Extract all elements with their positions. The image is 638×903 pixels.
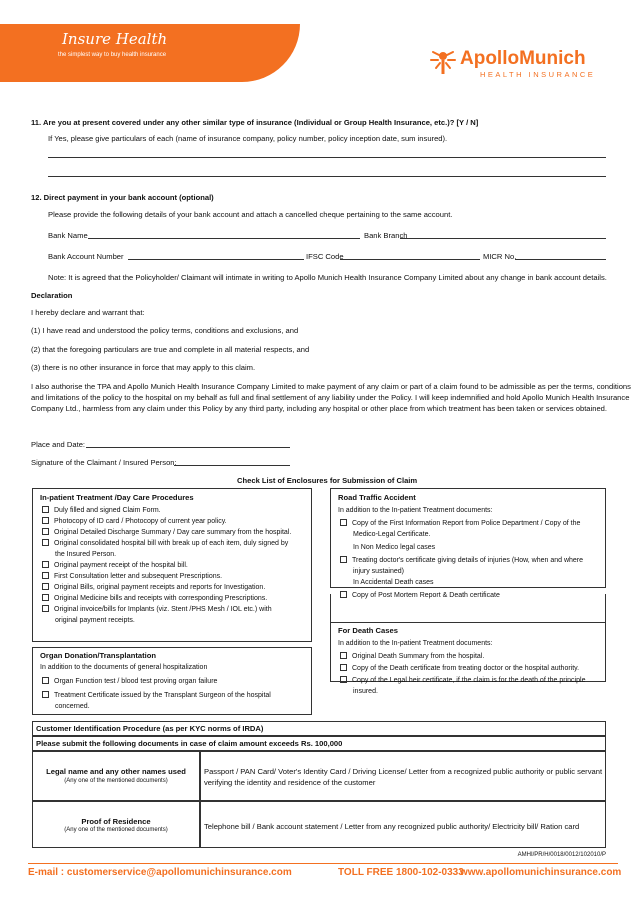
declaration-heading: Declaration	[31, 291, 73, 300]
kyc-row1-sub: (Any one of the mentioned documents)	[64, 778, 168, 784]
declaration-intro: I hereby declare and warrant that:	[31, 308, 145, 317]
checklist-item-continued: injury sustained)	[353, 568, 404, 575]
question-12-instruction: Please provide the following details of your bank account and attach a cancelled cheque pertaining to the same account.	[48, 210, 453, 219]
checklist-item: First Consultation letter and subsequent Prescriptions.	[54, 573, 223, 580]
checkbox[interactable]	[42, 539, 49, 546]
road-subheading: In Non Medico legal cases	[353, 544, 436, 551]
footer-tollfree: TOLL FREE 1800-102-0333	[338, 867, 464, 878]
ifsc-label: IFSC Code	[306, 252, 344, 261]
kyc-row2-label: Proof of Residence	[81, 817, 151, 826]
checklist-item: Original consolidated hospital bill with break up of each item, duly signed by	[54, 540, 289, 547]
place-date-field[interactable]	[86, 447, 290, 448]
logo-subtitle: HEALTH INSURANCE	[480, 70, 596, 79]
organ-title: Organ Donation/Transplantation	[40, 651, 157, 660]
question-11: 11. Are you at present covered under any other similar type of insurance (Individual or Group Health Insurance, etc.)? [Y / N]	[31, 118, 479, 127]
checklist-item-continued: insured.	[353, 688, 378, 695]
checklist-item: Photocopy of ID card / Photocopy of current year policy.	[54, 518, 227, 525]
place-date-label: Place and Date:	[31, 440, 86, 449]
checkbox[interactable]	[42, 594, 49, 601]
page-header	[0, 0, 638, 96]
kyc-row1-value: verifying the identity and residence of the customer	[204, 778, 376, 787]
checkbox[interactable]	[340, 519, 347, 526]
checklist-item-continued: the Insured Person.	[55, 551, 117, 558]
account-number-field[interactable]	[128, 259, 304, 260]
kyc-subtitle: Please submit the following documents in case of claim amount exceeds Rs. 100,000	[36, 739, 343, 748]
checklist-item-continued: original payment receipts.	[55, 617, 135, 624]
bank-branch-field[interactable]	[400, 238, 606, 239]
question-12: 12. Direct payment in your bank account (optional)	[31, 193, 214, 202]
road-subheading: In Accidental Death cases	[353, 579, 434, 586]
checklist-item: Treatment Certificate issued by the Transplant Surgeon of the hospital	[54, 692, 271, 699]
checklist-item: Original Medicine bills and receipts with corresponding Prescriptions.	[54, 595, 268, 602]
checklist-item: Treating doctor's certificate giving details of injuries (How, when and where	[352, 557, 584, 564]
checkbox[interactable]	[42, 517, 49, 524]
authorise-line: I also authorise the TPA and Apollo Munich Health Insurance Company Limited to make payment of any claim or part of a claim found to be admissible as per the terms, conditions	[31, 382, 631, 391]
signature-field[interactable]	[174, 465, 290, 466]
signature-label: Signature of the Claimant / Insured Person:	[31, 458, 177, 467]
brand-name: Insure Health	[62, 30, 168, 48]
checkbox[interactable]	[42, 677, 49, 684]
kyc-row1-value-cell	[200, 751, 606, 801]
checkbox[interactable]	[340, 556, 347, 563]
kyc-title: Customer Identification Procedure (as per KYC norms of IRDA)	[36, 724, 264, 733]
q11-answer-line-2[interactable]	[48, 176, 606, 177]
checkbox[interactable]	[340, 652, 347, 659]
footer-email[interactable]: E-mail : customerservice@apollomunichinsurance.com	[28, 867, 292, 878]
bank-branch-label: Bank Branch	[364, 231, 408, 240]
checkbox[interactable]	[42, 691, 49, 698]
organ-intro: In addition to the documents of general hospitalization	[40, 664, 208, 671]
checklist-title: Check List of Enclosures for Submission of Claim	[237, 476, 418, 485]
checklist-item: Copy of the Death certificate from treating doctor or the hospital authority.	[352, 665, 580, 672]
checkbox[interactable]	[42, 583, 49, 590]
kyc-row2-value: Telephone bill / Bank account statement / Letter from any recognized public authority/ Electricity bill/ Ration card	[204, 822, 580, 831]
inpatient-title: In-patient Treatment /Day Care Procedures	[40, 493, 194, 502]
footer-website[interactable]: www.apollomunichinsurance.com	[460, 867, 622, 878]
brand-tagline: the simplest way to buy health insurance	[58, 52, 167, 58]
checkbox[interactable]	[42, 506, 49, 513]
checkbox[interactable]	[42, 605, 49, 612]
road-title: Road Traffic Accident	[338, 493, 416, 502]
kyc-row1-label: Legal name and any other names used	[46, 767, 186, 776]
checklist-item: Original payment receipt of the hospital bill.	[54, 562, 188, 569]
logo-name: ApolloMunich	[460, 48, 586, 69]
checklist-item: Original Detailed Discharge Summary / Day care summary from the hospital.	[54, 529, 292, 536]
checkbox[interactable]	[42, 572, 49, 579]
checklist-item: Organ Function test / blood test proving organ failure	[54, 678, 218, 685]
death-title: For Death Cases	[338, 626, 398, 635]
form-code: AMHI/PR/H/0018/0012/102010/P	[517, 852, 606, 858]
checkbox[interactable]	[340, 664, 347, 671]
declaration-item: (2) that the foregoing particulars are true and complete in all material respects, and	[31, 345, 310, 354]
checklist-item-continued: concerned.	[55, 703, 90, 710]
page-footer	[28, 863, 622, 881]
account-number-label: Bank Account Number	[48, 252, 124, 261]
ifsc-field[interactable]	[340, 259, 480, 260]
bank-name-label: Bank Name	[48, 231, 88, 240]
micr-label: MICR No.	[483, 252, 517, 261]
sun-icon	[428, 46, 458, 76]
checklist-item: Original Bills, original payment receipts and reports for Investigation.	[54, 584, 266, 591]
checkbox[interactable]	[340, 676, 347, 683]
authorise-line: Company Ltd., harmless from any claim under this Policy by any third party, including any hospital or other place from which treatment has been taken or services obtained.	[31, 404, 608, 413]
authorise-line: and limitations of the policy to the hospital on my behalf as full and final settlement of any liability under the Policy. I will keep indemnified and hold Apollo Munich Health Insurance	[31, 393, 630, 402]
kyc-row2-sub: (Any one of the mentioned documents)	[64, 827, 168, 833]
checklist-item: Copy of the First Information Report from Police Department / Copy of the	[352, 520, 581, 527]
checklist-item-continued: Medico-Legal Certificate.	[353, 531, 431, 538]
q11-answer-line-1[interactable]	[48, 157, 606, 158]
checklist-item: Copy of Post Mortem Report & Death certificate	[352, 592, 500, 599]
checklist-item: Original Death Summary from the hospital.	[352, 653, 485, 660]
checklist-item: Duly filled and signed Claim Form.	[54, 507, 161, 514]
micr-field[interactable]	[515, 259, 606, 260]
road-intro: In addition to the In-patient Treatment documents:	[338, 507, 493, 514]
declaration-item: (1) I have read and understood the policy terms, conditions and exclusions, and	[31, 326, 299, 335]
bank-note: Note: It is agreed that the Policyholder/ Claimant will intimate in writing to Apollo Munich Health Insurance Company Limited about any change in bank account details.	[48, 273, 607, 282]
checklist-item: Copy of the Legal heir certificate, if the claim is for the death of the principle	[352, 677, 586, 684]
declaration-item: (3) there is no other insurance in force that may apply to this claim.	[31, 363, 256, 372]
death-intro: In addition to the In-patient Treatment documents:	[338, 640, 493, 647]
company-logo	[428, 48, 596, 82]
kyc-row1-label-cell	[32, 751, 200, 801]
checkbox[interactable]	[42, 561, 49, 568]
bank-name-field[interactable]	[88, 238, 360, 239]
checklist-item: Original invoice/bills for Implants (viz. Stent /PHS Mesh / IOL etc.) with	[54, 606, 272, 613]
kyc-row1-value: Passport / PAN Card/ Voter's Identity Card / Driving License/ Letter from a recognized public authority or public servant	[204, 767, 603, 776]
checkbox[interactable]	[42, 528, 49, 535]
question-11-instruction: If Yes, please give particulars of each (name of insurance company, policy number, policy inception date, sum insured).	[48, 134, 448, 143]
